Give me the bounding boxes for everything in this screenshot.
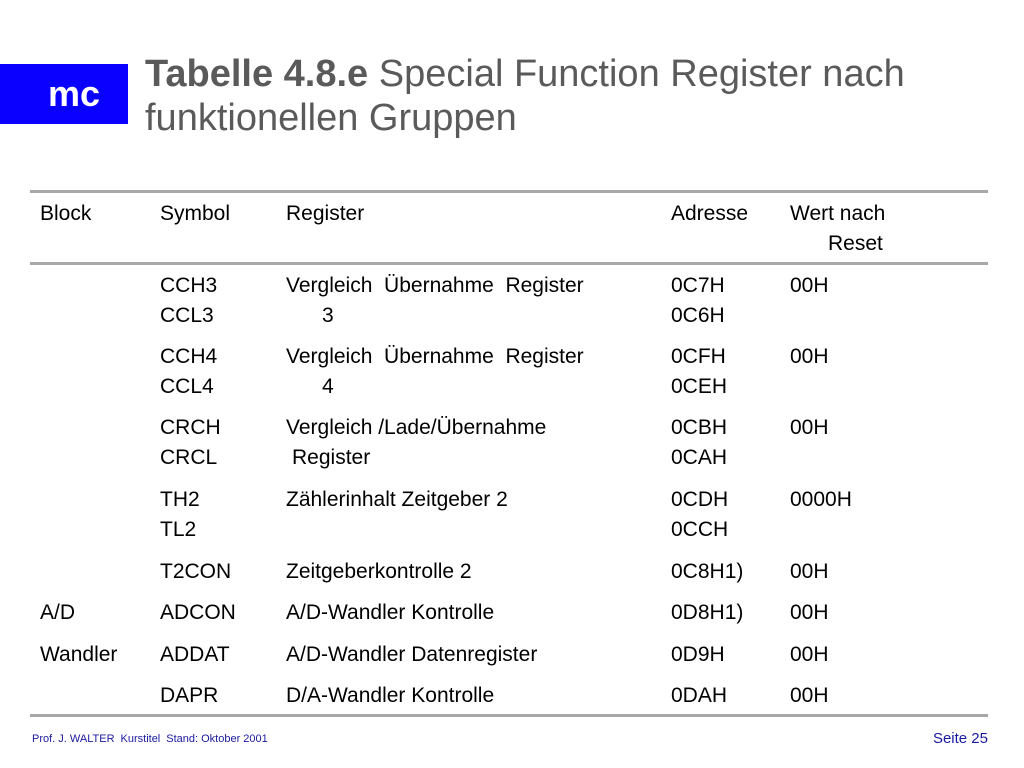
table-header-rule	[30, 262, 988, 265]
table-cell-adresse: 0C8H1)	[671, 560, 744, 583]
table-cell-register: Zählerinhalt Zeitgeber 2	[286, 488, 508, 511]
mc-logo: mc	[0, 64, 128, 124]
table-cell-adresse: 0C7H	[671, 274, 725, 297]
table-cell-symbol: CCH4	[160, 345, 218, 368]
table-cell-wert: 0000H	[790, 488, 852, 511]
table-cell-symbol: ADCON	[160, 601, 236, 624]
table-cell-symbol: TL2	[160, 518, 197, 541]
table-cell-symbol: CCL4	[160, 375, 214, 398]
table-cell-adresse: 0DAH	[671, 684, 728, 707]
footer-course: Kurstitel	[120, 733, 161, 745]
slide-title	[145, 52, 1005, 140]
table-cell-wert: 00H	[790, 345, 829, 368]
header-block: Block	[40, 202, 92, 225]
table-cell-wert: 00H	[790, 416, 829, 439]
table-cell-register: A/D-Wandler Datenregister	[286, 643, 538, 666]
table-cell-adresse: 0C6H	[671, 304, 725, 327]
table-cell-adresse: 0CBH	[671, 416, 728, 439]
table-cell-register: Register	[292, 446, 371, 469]
table-cell-register: 3	[322, 304, 334, 327]
table-cell-register: A/D-Wandler Kontrolle	[286, 601, 495, 624]
table-cell-wert: 00H	[790, 684, 829, 707]
table-cell-adresse: 0CFH	[671, 345, 726, 368]
header-wert-line2: Reset	[828, 232, 883, 255]
table-cell-block: Wandler	[40, 643, 118, 666]
table-cell-symbol: TH2	[160, 488, 200, 511]
table-cell-wert: 00H	[790, 274, 829, 297]
slide-title-number: Tabelle 4.8.e	[145, 53, 369, 95]
header-adresse: Adresse	[671, 202, 749, 225]
table-cell-register: 4	[322, 375, 334, 398]
table-cell-adresse: 0CAH	[671, 446, 728, 469]
header-wert-line1: Wert nach	[790, 202, 886, 225]
table-cell-adresse: 0D9H	[671, 643, 725, 666]
table-cell-adresse: 0CEH	[671, 375, 728, 398]
footer-author: Prof. J. WALTER	[32, 733, 115, 745]
footer-info	[32, 732, 274, 746]
table-cell-symbol: CCH3	[160, 274, 218, 297]
table-top-rule	[30, 190, 988, 193]
table-cell-symbol: CCL3	[160, 304, 214, 327]
slide-title-text: Special Function Register nach funktionellen Gruppen	[145, 53, 905, 139]
table-cell-block: A/D	[40, 601, 76, 624]
table-cell-wert: 00H	[790, 643, 829, 666]
page-number: Seite 25	[932, 730, 988, 747]
table-bottom-rule	[30, 714, 988, 717]
table-cell-symbol: DAPR	[160, 684, 219, 707]
table-cell-symbol: CRCL	[160, 446, 218, 469]
header-symbol: Symbol	[160, 202, 231, 225]
table-cell-register: Vergleich Übernahme Register	[286, 345, 584, 368]
header-register: Register	[286, 202, 365, 225]
table-cell-register: Vergleich /Lade/Übernahme	[286, 416, 547, 439]
table-cell-register: Vergleich Übernahme Register	[286, 274, 584, 297]
table-cell-symbol: T2CON	[160, 560, 232, 583]
footer-date: Stand: Oktober 2001	[166, 733, 268, 745]
table-cell-register: D/A-Wandler Kontrolle	[286, 684, 495, 707]
table-cell-adresse: 0D8H1)	[671, 601, 744, 624]
table-cell-wert: 00H	[790, 560, 829, 583]
table-cell-register: Zeitgeberkontrolle 2	[286, 560, 472, 583]
table-cell-symbol: ADDAT	[160, 643, 230, 666]
table-cell-symbol: CRCH	[160, 416, 221, 439]
table-cell-wert: 00H	[790, 601, 829, 624]
table-cell-adresse: 0CDH	[671, 488, 729, 511]
table-cell-adresse: 0CCH	[671, 518, 729, 541]
